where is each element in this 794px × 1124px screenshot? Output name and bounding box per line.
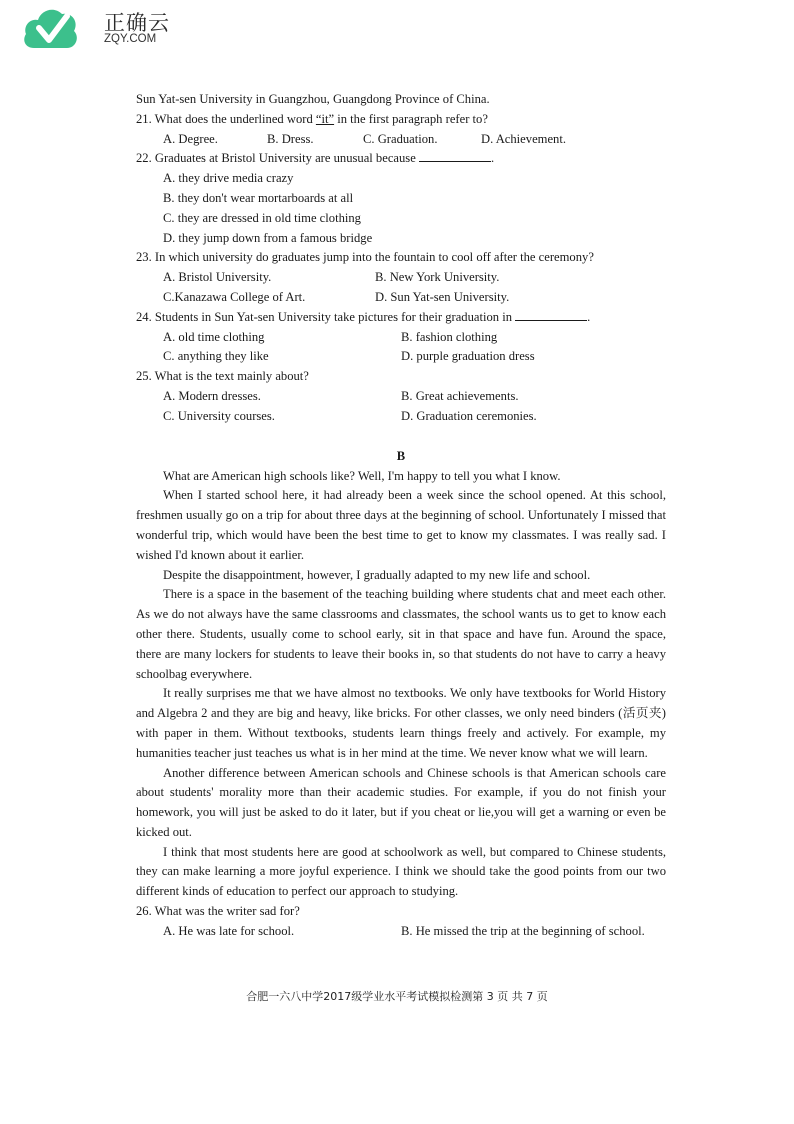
passage-paragraph: Another difference between American schools and Chinese schools is that American schools care about students' morality more than their academic studies. For example, if you do not finish your homework, you will just be asked to do it later, but if you cheat or lie,you will get a warning or even be kicked out. — [136, 765, 666, 839]
option: C. anything they like — [163, 349, 269, 364]
option: D. Sun Yat-sen University. — [375, 289, 510, 304]
question-24-stem: 24. Students in Sun Yat-sen University take pictures for their graduation in . — [136, 309, 591, 324]
option: A. He was late for school. — [163, 923, 295, 938]
option: A. Modern dresses. — [163, 388, 261, 403]
question-21-options — [136, 130, 666, 150]
option: A. they drive media crazy — [163, 171, 294, 186]
question-23-options — [136, 268, 666, 288]
option: B. Great achievements. — [401, 388, 519, 403]
option: D. they jump down from a famous bridge — [163, 230, 373, 245]
option: D. Graduation ceremonies. — [401, 408, 537, 423]
brand-name: 正确云 — [104, 11, 170, 35]
passage-paragraph: It really surprises me that we have almost no textbooks. We only have textbooks for World History and Algebra 2 and they are big and heavy, like bricks. For other classes, we only need binders (活页夹) with paper in them. Without textbooks, students learn things freely and actively. For example, my humanities teacher just teaches us what is in her mind at the time. We never know what we will learn. — [136, 686, 666, 760]
section-b-heading: B — [396, 448, 406, 463]
page-content — [136, 90, 666, 942]
question-24-options — [136, 328, 666, 348]
passage-paragraph: What are American high schools like? Well, I'm happy to tell you what I know. — [163, 468, 561, 483]
question-23-options — [136, 288, 666, 308]
question-25-stem: 25. What is the text mainly about? — [136, 369, 309, 384]
passage-paragraph: I think that most students here are good at schoolwork as well, but compared to Chinese students, they can make learning a more joyful experience. I think we should take the good points from our two different kinds of education to perfect our approach to studying. — [136, 844, 666, 899]
option: C.Kanazawa College of Art. — [163, 289, 306, 304]
option: A. Bristol University. — [163, 270, 272, 285]
brand-logo — [22, 4, 182, 52]
cloud-check-icon — [22, 4, 80, 52]
option: C. they are dressed in old time clothing — [163, 210, 361, 225]
option: C. Graduation. — [363, 131, 438, 146]
passage-paragraph: When I started school here, it had already been a week since the school opened. At this school, freshmen usually go on a trip for about three days at the beginning of school. Unfortunately I missed that wonderful trip, which would have been the best time to get to know my classmates. I was really sad. I wished I'd known about it earlier. — [136, 488, 666, 562]
continued-line: Sun Yat-sen University in Guangzhou, Guangdong Province of China. — [136, 92, 490, 106]
passage-paragraph: Despite the disappointment, however, I gradually adapted to my new life and school. — [163, 567, 591, 582]
option: D. Achievement. — [481, 131, 566, 146]
question-26-options — [136, 922, 666, 942]
option: B. fashion clothing — [401, 329, 498, 344]
answer-blank — [515, 308, 587, 321]
option: B. they don't wear mortarboards at all — [163, 190, 354, 205]
option: C. University courses. — [163, 408, 275, 423]
passage-paragraph: There is a space in the basement of the teaching building where students chat and meet each other. As we do not always have the same classrooms and classmates, the school wants us to get to know each other there. Students, usually come to school early, sit in that space and have fun. Around the space, there are many lockers for students to leave their books in, so that students do not have to carry a heavy schoolbag everywhere. — [136, 587, 666, 681]
option: B. New York University. — [375, 270, 500, 285]
option: D. purple graduation dress — [401, 349, 535, 364]
question-23-stem: 23. In which university do graduates jump into the fountain to cool off after the ceremony? — [136, 250, 594, 265]
question-22-stem: 22. Graduates at Bristol University are unusual because . — [136, 151, 495, 166]
question-24-options — [136, 347, 666, 367]
brand-domain: ZQY.COM — [104, 33, 157, 45]
question-25-options — [136, 387, 666, 407]
option: A. Degree. — [163, 131, 218, 146]
question-21-stem: 21. What does the underlined word “it” in the first paragraph refer to? — [136, 111, 488, 126]
page-footer: 合肥一六八中学2017级学业水平考试模拟检测第 3 页 共 7 页 — [246, 990, 548, 1003]
underlined-word: “it” — [315, 111, 335, 126]
answer-blank — [419, 149, 491, 162]
option: B. He missed the trip at the beginning of school. — [401, 923, 645, 938]
question-26-stem: 26. What was the writer sad for? — [136, 904, 300, 919]
option: B. Dress. — [267, 131, 314, 146]
question-25-options — [136, 407, 666, 427]
option: A. old time clothing — [163, 329, 265, 344]
